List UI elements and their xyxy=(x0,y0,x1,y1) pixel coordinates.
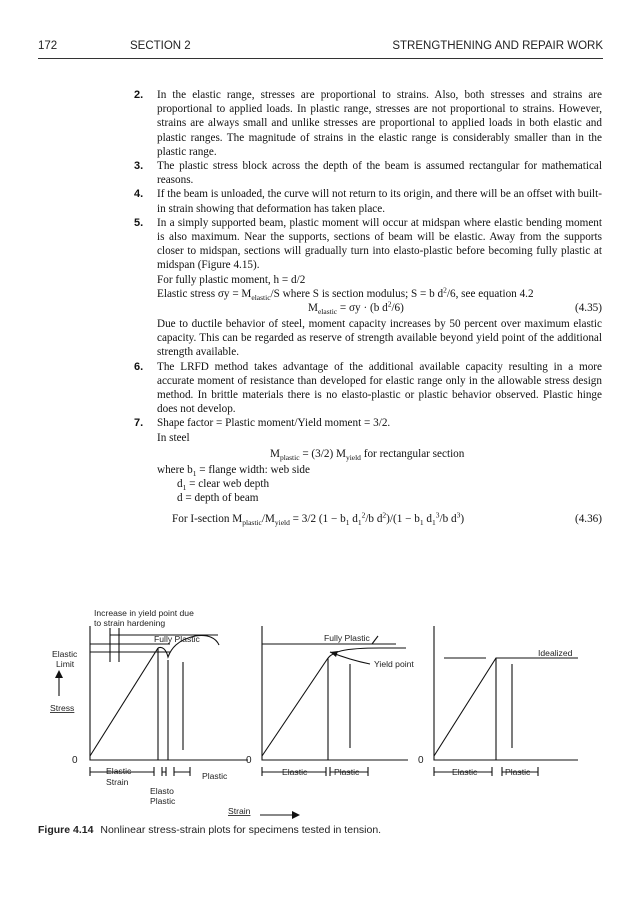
equation-body xyxy=(172,512,464,526)
figure-caption xyxy=(38,824,381,836)
item-number: 5. xyxy=(134,216,144,229)
subscript: plastic xyxy=(242,518,262,528)
where-line-web xyxy=(130,477,602,491)
text-fragment: = 3/2 (1 − b xyxy=(289,513,346,526)
chapter-title: STRENGTHENING AND REPAIR WORK xyxy=(392,40,603,52)
in-steel-label xyxy=(130,431,602,445)
figure-label: Figure 4.14 xyxy=(38,824,94,836)
item-text: Shape factor = Plastic moment/Yield moment = 3/2. xyxy=(157,417,391,430)
item-text: In a simply supported beam, plastic moment will occur at midspan where elastic bending moment is also maximum. Near the supports, sections of beam will be elastic. Away from the supports closer to midspan, sections will gradually turn into elasto-plastic before becoming fully plastic at midspan (Figure 4.15). xyxy=(157,216,602,272)
text-fragment: M xyxy=(308,302,318,315)
panel3-plastic-label: Plastic xyxy=(505,767,531,777)
superscript: 2 xyxy=(387,299,392,309)
item-number: 3. xyxy=(134,160,144,173)
body-text xyxy=(130,88,602,529)
equation-body xyxy=(308,301,404,315)
list-item xyxy=(130,360,602,417)
text-fragment: d xyxy=(349,513,358,526)
text-fragment: M xyxy=(270,447,280,460)
panel3-idealized-curve xyxy=(434,658,578,756)
section-label: SECTION 2 xyxy=(130,40,191,52)
text-fragment: where b xyxy=(157,463,193,476)
stress-axis-label: Stress xyxy=(50,703,75,713)
panel1-axes xyxy=(90,626,248,760)
text-fragment: d = depth of beam xyxy=(177,492,259,505)
subscript: 1 xyxy=(192,469,197,479)
item-text: The LRFD method takes advantage of the additional available capacity resulting in a more accurate moment of resistance than developed for elastic range only in the allowable stress design method. In brittle materials there is no elasto-plastic or plastic behavior observed. Plastic hinge does not develop. xyxy=(157,360,602,416)
yield-point-arrowhead xyxy=(330,651,338,657)
equation-number: (4.35) xyxy=(574,302,602,315)
panel1-elastic-label: Elastic xyxy=(106,766,132,776)
strain-hardening-note-2: to strain hardening xyxy=(94,618,166,628)
elastic-limit-label-1: Elastic xyxy=(52,649,78,659)
elastic-limit-label-2: Limit xyxy=(56,659,75,669)
subscript: elastic xyxy=(251,293,271,303)
subscript: 1 xyxy=(182,483,187,493)
text-fragment: /6) xyxy=(391,302,404,315)
panel2-axes xyxy=(262,626,408,760)
superscript: 3 xyxy=(435,510,440,520)
panel1-elasto-plastic-label: Plastic xyxy=(150,796,176,806)
idealized-label: Idealized xyxy=(538,648,573,658)
header-rule xyxy=(38,58,603,59)
text-fragment: = clear web depth xyxy=(186,478,270,491)
stress-strain-figure xyxy=(50,600,610,820)
elastic-stress-line xyxy=(130,287,602,301)
subscript: 1 xyxy=(431,518,436,528)
strain-hardening-note-1: Increase in yield point due xyxy=(94,608,194,618)
text-fragment: /S where S is section modulus; S = b d xyxy=(270,287,444,300)
subscript: elastic xyxy=(317,307,338,317)
subscript: yield xyxy=(274,518,290,528)
panel3-origin: 0 xyxy=(418,755,424,766)
item-number: 2. xyxy=(134,89,144,101)
equation-4-35 xyxy=(130,301,602,317)
ductility-text: Due to ductile behavior of steel, moment capacity increases by 50 percent over maximum elastic capacity. This can be regarded as reserve of strength available beyond yield point of the additional strength available. xyxy=(157,318,602,359)
list-item xyxy=(130,187,602,215)
panel3-elastic-label: Elastic xyxy=(452,767,478,777)
superscript: 2 xyxy=(443,285,447,295)
text-fragment: = σy · (b d xyxy=(337,302,388,315)
yield-point-label: Yield point xyxy=(374,659,414,669)
text-fragment: ) xyxy=(460,513,465,526)
panel1-origin: 0 xyxy=(72,755,78,766)
stress-arrow-head xyxy=(55,670,63,678)
superscript: 2 xyxy=(361,510,366,520)
text-fragment: d xyxy=(177,478,183,491)
subscript: 1 xyxy=(357,518,362,528)
text-fragment: For I-section M xyxy=(172,513,243,526)
item-text: In the elastic range, stresses are proportional to strains. Also, both stresses and strains are proportional to applied loads. In plastic range, stresses are not proportional to strains. However, strains are always small and unlike stresses are proportional to applied loads in both elastic and plastic ranges. The magnitude of strains in the elastic range is considerably smaller than in the plastic range. xyxy=(157,89,602,158)
strain-axis-label: Strain xyxy=(228,806,251,816)
in-steel-text: In steel xyxy=(157,431,190,444)
panel1-elastic-line xyxy=(90,648,158,756)
text-fragment: d xyxy=(423,513,432,526)
text-fragment: for rectangular section xyxy=(360,447,465,460)
where-line-flange xyxy=(130,463,602,477)
list-item xyxy=(130,159,602,187)
list-item xyxy=(130,416,602,430)
subscript: 1 xyxy=(419,518,424,528)
ductility-paragraph xyxy=(130,317,602,360)
equation-4-36 xyxy=(130,509,602,529)
strain-arrow-head xyxy=(292,811,300,819)
item-number: 7. xyxy=(134,417,144,430)
panel2-curve xyxy=(328,648,406,658)
text-fragment: /M xyxy=(261,513,275,526)
list-item xyxy=(130,88,602,159)
panel1-elasto-label: Elasto xyxy=(150,786,174,796)
item-text: The plastic stress block across the depth of the beam is assumed rectangular for mathematical reasons. xyxy=(157,160,602,187)
equation-body xyxy=(270,447,464,461)
panel1-strain-label: Strain xyxy=(106,777,129,787)
subscript: yield xyxy=(345,453,361,463)
text-fragment: )/(1 − b xyxy=(386,513,420,526)
page-number: 172 xyxy=(38,40,58,52)
subscript: plastic xyxy=(279,453,300,463)
text-fragment: Elastic stress σy = M xyxy=(157,287,252,300)
panel2-origin: 0 xyxy=(246,755,252,766)
plastic-moment-text: For fully plastic moment, h = d/2 xyxy=(157,273,306,286)
superscript: 2 xyxy=(382,510,387,520)
panel2-fully-plastic-label: Fully Plastic xyxy=(324,633,370,643)
equation-number: (4.36) xyxy=(574,513,602,526)
text-fragment: /6, see equation 4.2 xyxy=(446,287,534,300)
item-text: If the beam is unloaded, the curve will not return to its origin, and there will be an offset with built-in strain showing that deformation has taken place. xyxy=(157,188,602,215)
subscript: 1 xyxy=(345,518,350,528)
item-number: 6. xyxy=(134,360,144,373)
superscript: 3 xyxy=(456,510,461,520)
panel2-elastic-line xyxy=(262,658,328,756)
text-fragment: = flange width: web side xyxy=(196,463,310,476)
figure-caption-text: Nonlinear stress-strain plots for specimens tested in tension. xyxy=(100,824,382,836)
text-fragment: /b d xyxy=(439,513,457,526)
where-line-depth xyxy=(130,491,602,505)
list-item xyxy=(130,216,602,273)
text-fragment: = (3/2) M xyxy=(299,447,346,460)
panel2-plastic-label: Plastic xyxy=(334,767,360,777)
item-number: 4. xyxy=(134,188,144,201)
panel2-elastic-label: Elastic xyxy=(282,767,308,777)
panel1-range-brackets xyxy=(90,767,190,776)
yield-point-leader xyxy=(372,636,378,644)
panel1-fully-plastic-label: Fully Plastic xyxy=(154,634,200,644)
panel1-plastic-label: Plastic xyxy=(202,771,228,781)
equation-plastic-moment xyxy=(130,445,602,463)
text-fragment: /b d xyxy=(365,513,383,526)
plastic-moment-note xyxy=(130,273,602,287)
panel3-axes xyxy=(434,626,578,760)
